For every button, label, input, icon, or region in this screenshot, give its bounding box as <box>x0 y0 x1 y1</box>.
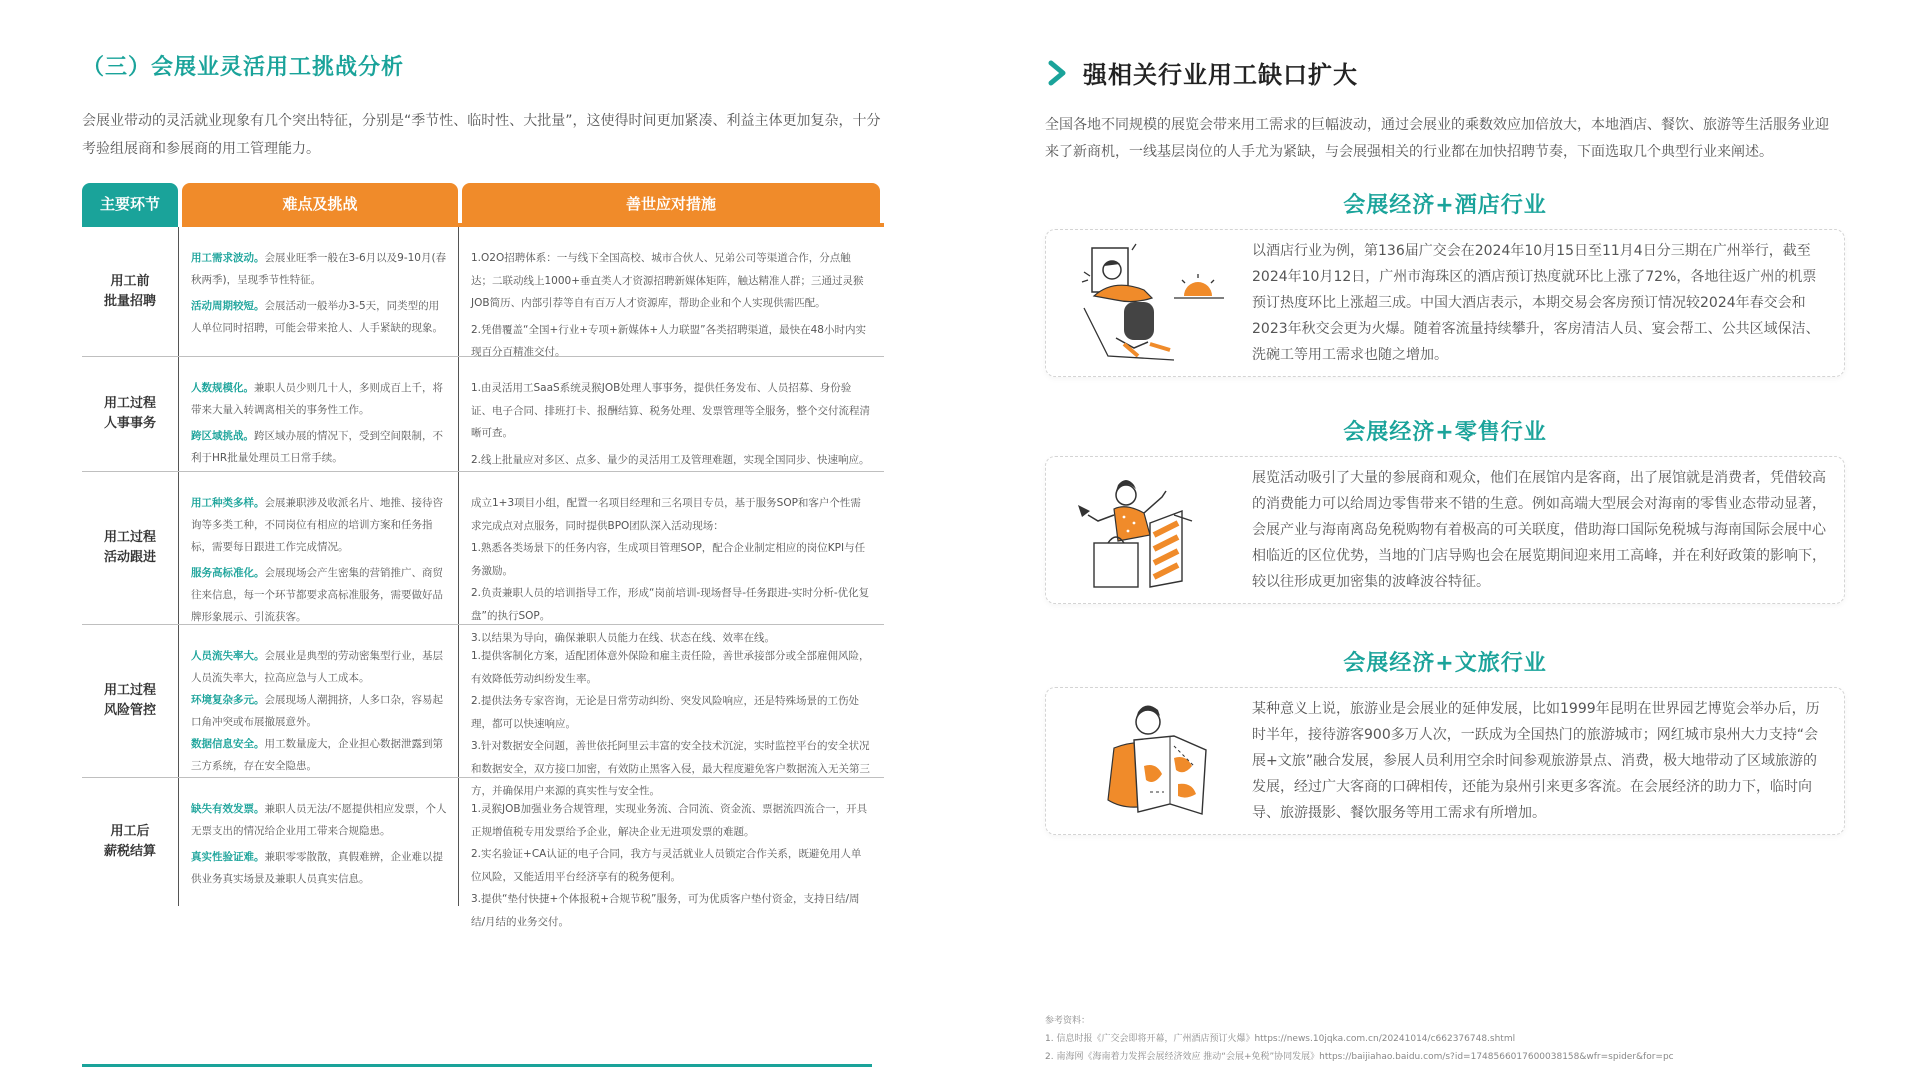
challenge-cell: 缺失有效发票。兼职人员无法/不愿提供相应发票，个人无票支出的情况给企业用工带来合规隐患。 真实性验证难。兼职零零散散，真假难辨，企业难以提供业务真实场景及兼职人员真实信息。 <box>178 778 458 906</box>
stage-cell: 用工过程 活动跟进 <box>103 530 156 565</box>
stage-cell: 用工后 薪税结算 <box>103 824 156 859</box>
measure-cell: 成立1+3项目小组，配置一名项目经理和三名项目专员，基于服务SOP和客户个性需求完成点对点服务，同时提供BPO团队深入活动现场： 1.熟悉各类场景下的任务内容，生成项目管理SOP，配合企业制定相应的岗位KPI与任务激励。 2.负责兼职人员的培训指导工作，形成“岗前培训-现场督导-任务跟进-实时分析-优化复盘”的执行SOP。 3.以结果为导向，确保兼职人员能力在线、状态在线、效率在线。 <box>458 472 880 624</box>
measure-cell: 1.灵猴JOB加强业务合规管理，实现业务流、合同流、资金流、票据流四流合一，开具正规增值税专用发票给予企业，解决企业无进项发票的难题。 2.实名验证+CA认证的电子合同，我方与灵活就业人员锁定合作关系，既避免用人单位风险，又能适用平台经济享有的税务便利。 3.提供“垫付快捷+个体报税+合规节税”服务，可为优质客户垫付资金，支持日结/周结/月结的业务交付。 <box>458 778 880 906</box>
chevron-right-icon <box>1045 60 1071 86</box>
table-row <box>82 227 884 357</box>
hotel-person-illustration <box>1064 238 1244 368</box>
industry-card-tourism <box>1045 687 1845 835</box>
industry-card-retail <box>1045 456 1845 604</box>
right-intro: 全国各地不同规模的展览会带来用工需求的巨幅波动，通过会展业的乘数效应加倍放大，本地酒店、餐饮、旅游等生活服务业迎来了新商机，一线基层岗位的人手尤为紧缺，与会展强相关的行业都在加快招聘节奏，下面选取几个典型行业来阐述。 <box>1045 117 1829 160</box>
industry-title-tourism: 会展经济+文旅行业 <box>1343 651 1547 676</box>
header-stage: 主要环节 <box>82 183 178 223</box>
section-intro: 会展业带动的灵活就业现象有几个突出特征，分别是“季节性、临时性、大批量”，这使得时间更加紧凑、利益主体更加复杂，十分考验组展商和参展商的用工管理能力。 <box>82 113 881 157</box>
measure-cell: 1.O2O招聘体系：一与线下全国高校、城市合伙人、兄弟公司等渠道合作，分点触达；二联动线上1000+垂直类人才资源招聘新媒体矩阵，触达精准人群；三通过灵猴JOB简历、内部引荐等自有百万人才资源库，帮助企业和个人实现供需匹配。 2.凭借覆盖“全国+行业+专项+新媒体+人力联盟”各类招聘渠道，最快在48小时内实现百分百精准交付。 <box>458 227 880 356</box>
table-row <box>82 625 884 797</box>
table-row <box>82 472 884 644</box>
industry-text-retail: 展览活动吸引了大量的参展商和观众，他们在展馆内是客商，出了展馆就是消费者，凭借较高的消费能力可以给周边零售带来不错的生意。例如高端大型展会对海南的零售业态带动显著，会展产业与海南离岛免税购物有着极高的可关联度，借助海口国际免税城与海南国际会展中心相临近的区位优势，当地的门店导购也会在展览期间迎来用工高峰，并在利好政策的影响下，较以往形成更加密集的波峰波谷特征。 <box>1252 470 1826 590</box>
reference-link[interactable]: 1. 信息时报《广交会即将开幕，广州酒店预订火爆》https://news.10jqka.com.cn/20241014/c662376748.shtml <box>1045 1034 1516 1044</box>
measure-cell: 1.提供客制化方案，适配团体意外保险和雇主责任险，善世承接部分或全部雇佣风险，有效降低劳动纠纷发生率。 2.提供法务专家咨询，无论是日常劳动纠纷、突发风险响应，还是特殊场景的工伤处理，都可以快速响应。 3.针对数据安全问题，善世依托阿里云丰富的安全技术沉淀，实时监控平台的安全状况和数据安全，双方接口加密，有效防止黑客入侵，最大程度避免客户数据流入无关第三方，并确保用户来源的真实性与安全性。 <box>458 625 880 777</box>
table-row <box>82 357 884 472</box>
challenge-cell: 人员流失率大。会展业是典型的劳动密集型行业，基层人员流失率大，拉高应急与人工成本。 环境复杂多元。会展现场人潮拥挤，人多口杂，容易起口角冲突或布展撤展意外。 数据信息安全。用工数量庞大，企业担心数据泄露到第三方系统，存在安全隐患。 <box>178 625 458 777</box>
right-title: 强相关行业用工缺口扩大 <box>1045 55 1845 90</box>
challenge-table <box>82 183 884 928</box>
challenge-cell: 用工种类多样。会展兼职涉及收派名片、地推、接待咨询等多类工种，不同岗位有相应的培训方案和任务指标，需要每日跟进工作完成情况。 服务高标准化。会展现场会产生密集的营销推广、商贸往来信息，每一个环节都要求高标准服务，需要做好品牌形象展示、引流获客。 <box>178 472 458 624</box>
stage-cell: 用工过程 风险管控 <box>103 683 156 718</box>
industry-title-hotel: 会展经济+酒店行业 <box>1343 193 1547 218</box>
industry-text-tourism: 某种意义上说，旅游业是会展业的延伸发展，比如1999年昆明在世界园艺博览会举办后，历时半年，接待游客900多万人次，一跃成为全国热门的旅游城市；网红城市泉州大力支持“会展+文旅”融合发展，参展人员利用空余时间参观旅游景点、消费，极大地带动了区域旅游的发展，经过广大客商的口碑相传，还能为泉州引来更多客流。在会展经济的助力下，临时向导、旅游摄影、餐饮服务等用工需求有所增加。 <box>1252 701 1820 821</box>
table-header <box>82 183 884 223</box>
stage-cell: 用工前 批量招聘 <box>103 273 156 309</box>
header-measures: 善世应对措施 <box>462 183 880 223</box>
table-row <box>82 778 884 928</box>
measure-cell: 1.由灵活用工SaaS系统灵猴JOB处理人事事务，提供任务发布、人员招募、身份验证、电子合同、排班打卡、报酬结算、税务处理、发票管理等全服务，整个交付流程清晰可查。 2.线上批量应对多区、点多、量少的灵活用工及管理难题，实现全国同步、快速响应。 <box>458 357 880 471</box>
stage-cell: 用工过程 人事事务 <box>103 396 156 431</box>
map-person-illustration <box>1064 696 1244 826</box>
header-challenges: 难点及挑战 <box>182 183 458 223</box>
bottom-rule <box>82 1064 872 1067</box>
industry-title-retail: 会展经济+零售行业 <box>1343 420 1547 445</box>
left-page <box>82 50 892 928</box>
reference-link[interactable]: 2. 南海网《海南着力发挥会展经济效应 推动“会展+免税”协同发展》https://baijiahao.baidu.com/s?id=1748566017600038158&wfr=spider&for=pc <box>1045 1052 1674 1062</box>
challenge-cell: 用工需求波动。会展业旺季一般在3-6月以及9-10月(春秋两季)，呈现季节性特征。 活动周期较短。会展活动一般举办3-5天，同类型的用人单位同时招聘，可能会带来抢人、人手紧缺的现象。 <box>178 227 458 356</box>
industry-text-hotel: 以酒店行业为例，第136届广交会在2024年10月15日至11月4日分三期在广州举行，截至2024年10月12日，广州市海珠区的酒店预订热度就环比上涨了72%，各地往返广州的机票预订热度环比上涨超三成。中国大酒店表示，本期交易会客房预订情况较2024年春交会和2023年秋交会更为火爆。随着客流量持续攀升，客房清洁人员、宴会帮工、公共区域保洁、洗碗工等用工需求也随之增加。 <box>1252 243 1820 363</box>
section-title: （三）会展业灵活用工挑战分析 <box>82 55 405 80</box>
right-page <box>1045 55 1845 835</box>
challenge-cell: 人数规模化。兼职人员少则几十人，多则成百上千，将带来大量入转调离相关的事务性工作。 跨区域挑战。跨区域办展的情况下，受到空间限制，不利于HR批量处理员工日常手续。 <box>178 357 458 471</box>
references: 参考资料： 1. 信息时报《广交会即将开幕，广州酒店预订火爆》https://news.10jqka.com.cn/20241014/c662376748.shtml 2. 南海网《海南着力发挥会展经济效应 推动“会展+免税”协同发展》https://baijiahao.baidu.com/s?id=1748566017600038158&wfr=spider&for=pc <box>1045 1012 1845 1066</box>
industry-card-hotel <box>1045 229 1845 377</box>
shopping-person-illustration <box>1064 465 1244 595</box>
